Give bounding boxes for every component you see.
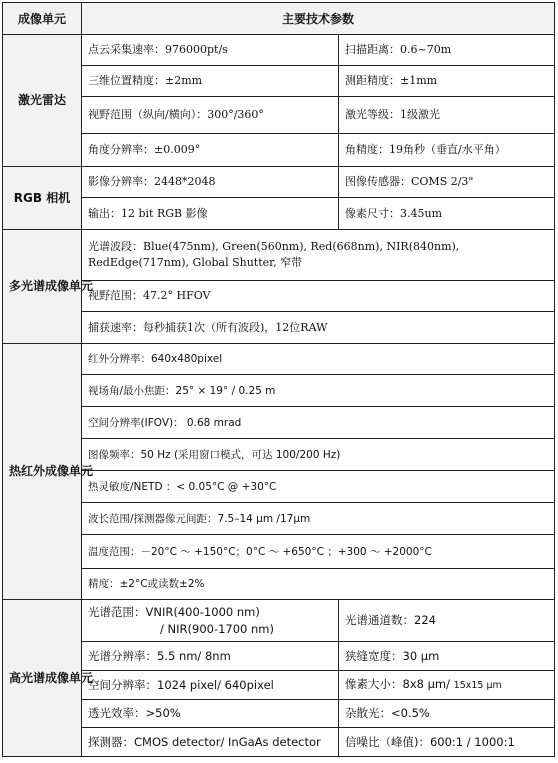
multispectral-param: 光谱波段：Blue(475nm), Green(560nm), Red(668nm), NIR(840nm), RedEdge(717nm), Global Shutter, 窄带 [82, 230, 555, 281]
lidar-param: 点云采集速率：976000pt/s [82, 35, 339, 66]
header-row [3, 3, 555, 35]
multispectral-param: 捕获速率：每秒捕获1次（所有波段)，12位RAW [82, 312, 555, 344]
lidar-category: 激光雷达 [3, 35, 82, 167]
lidar-param: 扫描距离：0.6~70m [339, 35, 555, 66]
hyperspectral-range-line1: 光谱范围：VNIR(400-1000 nm) [88, 604, 260, 619]
lidar-param: 视野范围（纵向/横向）：300°/360° [82, 97, 339, 134]
lidar-param: 测距精度：±1mm [339, 66, 555, 97]
lidar-param: 激光等级：1级激光 [339, 97, 555, 134]
hyperspectral-range [82, 600, 339, 642]
thermal-row [3, 535, 555, 569]
hyperspectral-spectral-resolution: 光谱分辨率：5.5 nm/ 8nm [82, 642, 339, 671]
multispectral-row [3, 312, 555, 344]
rgb-param: 输出：12 bit RGB 影像 [82, 198, 339, 230]
thermal-category: 热红外成像单元 [3, 344, 82, 600]
thermal-row [3, 569, 555, 600]
hyperspectral-row [3, 600, 555, 642]
pixel-size-small: 15x15 μm [453, 680, 502, 691]
hyperspectral-pixel-size [339, 671, 555, 700]
thermal-row [3, 503, 555, 535]
header-parameters: 主要技术参数 [82, 3, 555, 35]
rgb-param: 影像分辨率：2448*2048 [82, 167, 339, 198]
hyperspectral-channels: 光谱通道数：224 [339, 600, 555, 642]
thermal-param: 热灵敏度/NETD ：< 0.05°C @ +30°C [82, 471, 555, 503]
hyperspectral-row [3, 728, 555, 757]
thermal-param: 空间分辨率(IFOV)： 0.68 mrad [82, 407, 555, 439]
thermal-param: 精度：±2°C或读数±2% [82, 569, 555, 600]
hyperspectral-detector: 探测器：CMOS detector/ InGaAs detector [82, 728, 339, 757]
multispectral-row [3, 230, 555, 281]
hyperspectral-row [3, 642, 555, 671]
thermal-row [3, 375, 555, 407]
lidar-row [3, 66, 555, 97]
lidar-row [3, 97, 555, 134]
rgb-param: 像素尺寸：3.45um [339, 198, 555, 230]
pixel-size-main: 像素大小：8x8 μm/ [345, 677, 450, 691]
rgb-row [3, 167, 555, 198]
rgb-category: RGB 相机 [3, 167, 82, 230]
multispectral-param: 视野范围：47.2° HFOV [82, 281, 555, 312]
thermal-param: 图像频率：50 Hz (采用窗口模式，可达 100/200 Hz) [82, 439, 555, 471]
header-category: 成像单元 [3, 3, 82, 35]
spec-table [2, 2, 555, 757]
lidar-row [3, 35, 555, 66]
lidar-param: 角度分辨率：±0.009° [82, 134, 339, 167]
hyperspectral-snr: 信噪比（峰值)：600:1 / 1000:1 [339, 728, 555, 757]
lidar-row [3, 134, 555, 167]
thermal-row [3, 407, 555, 439]
hyperspectral-spatial-resolution: 空间分辨率：1024 pixel/ 640pixel [82, 671, 339, 700]
hyperspectral-range-line2: / NIR(900-1700 nm) [160, 621, 275, 636]
multispectral-category: 多光谱成像单元 [3, 230, 82, 344]
hyperspectral-slit-width: 狭缝宽度：30 μm [339, 642, 555, 671]
thermal-param: 红外分辨率：640x480pixel [82, 344, 555, 375]
thermal-param: 视场角/最小焦距：25° × 19° / 0.25 m [82, 375, 555, 407]
thermal-param: 温度范围：－20°C ～ +150°C；0°C ～ +650°C ；+300 ～ +2000°C [82, 535, 555, 569]
thermal-row [3, 344, 555, 375]
hyperspectral-row [3, 700, 555, 728]
lidar-param: 三维位置精度：±2mm [82, 66, 339, 97]
hyperspectral-category: 高光谱成像单元 [3, 600, 82, 757]
lidar-param: 角精度：19角秒（垂直/水平角） [339, 134, 555, 167]
hyperspectral-stray-light: 杂散光：<0.5% [339, 700, 555, 728]
rgb-param: 图像传感器：COMS 2/3" [339, 167, 555, 198]
rgb-row [3, 198, 555, 230]
thermal-param: 波长范围/探测器像元间距：7.5–14 μm /17μm [82, 503, 555, 535]
hyperspectral-transmission: 透光效率：>50% [82, 700, 339, 728]
